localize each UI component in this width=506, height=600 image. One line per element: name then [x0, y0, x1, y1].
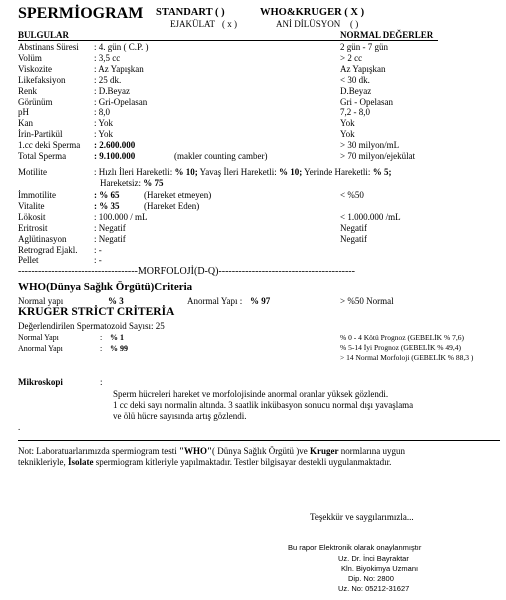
row-value: : % 65	[94, 190, 120, 200]
yavas-label: Yavaş İleri Hareketli:	[197, 167, 279, 177]
hareketsiz	[100, 178, 163, 188]
table-row	[18, 255, 498, 265]
hareketsiz-label: Hareketsiz:	[100, 178, 144, 188]
row-value: : 8,0	[94, 107, 111, 118]
note-rule	[18, 440, 500, 441]
row-normal-value: < 1.000.000 /mL	[340, 211, 401, 222]
row-normal-value: > 2 cc	[340, 52, 363, 63]
note-isolate: İsolate	[67, 457, 94, 467]
report-title: SPERMİOGRAM	[18, 5, 144, 22]
morfoloji-divider: ------------------------------------MORFOLOJİ(D-Q)-----------------------------------------	[18, 266, 355, 277]
row-normal-value: < 30 dk.	[340, 74, 370, 85]
yerinde-label: Yerinde Hareketli:	[302, 167, 373, 177]
row-normal-value: Gri - Opelasan	[340, 96, 393, 107]
signature-line-1: Bu rapor Elektronik olarak onaylanmıştır	[288, 543, 422, 552]
ani-dilusyon-label: ANİ DİLÜSYON	[276, 19, 341, 29]
signature-line-2: Uz. Dr. İnci Bayraktar	[338, 554, 409, 563]
table-row	[18, 129, 498, 139]
row-label: 1.cc deki Sperma	[18, 140, 81, 151]
table-row	[18, 201, 498, 211]
row-normal-value: > 30 milyon/mL	[340, 140, 400, 151]
row-value: : -	[94, 255, 102, 266]
who-normal-value: % 3	[108, 296, 124, 306]
row-label: İmmotilite	[18, 190, 56, 200]
row-value: : -	[94, 244, 102, 255]
row-label: Kan	[18, 118, 33, 129]
signature-line-3: Kln. Biyokimya Uzmanı	[341, 564, 419, 573]
row-normal-value: > 70 milyon/ejekülat	[340, 151, 416, 161]
yavas-value: % 10;	[278, 167, 303, 177]
row-label: Görünüm	[18, 96, 53, 107]
kruger-anormal-label: Anormal Yapı	[18, 344, 63, 353]
note-text-e: spermiogram kitleriyle yapılmaktadır. Testler bilgisayar destekli uygulanmaktadır.	[93, 457, 392, 467]
row-normal-value: Az Yapışkan	[340, 63, 386, 74]
table-row	[18, 223, 498, 233]
yerinde-value: % 5;	[372, 167, 392, 177]
ejakulat-label: EJAKÜLAT	[170, 19, 215, 29]
row-value: : Gri-Opelasan	[94, 96, 148, 107]
row-value: : Yok	[94, 118, 114, 129]
table-row	[18, 234, 498, 244]
motilite-label: Motilite	[18, 167, 47, 177]
row-normal-value: D.Beyaz	[340, 85, 372, 96]
note-line-2	[18, 457, 391, 467]
table-row	[18, 53, 498, 63]
row-normal-value: < %50	[340, 190, 364, 200]
who-criteria-title: WHO(Dünya Sağlık Örgütü)Criteria	[18, 281, 193, 293]
who-normal-reference: > %50 Normal	[340, 296, 394, 306]
hareketsiz-value: % 75	[143, 178, 164, 188]
who-normal-label: Normal yapı	[18, 296, 64, 306]
signature-line-5: Uz. No: 05212-31627	[338, 584, 410, 593]
row-label: Total Sperma	[18, 151, 67, 161]
note-kruger: Kruger	[310, 446, 339, 456]
table-row	[18, 64, 498, 74]
row-value: : Negatif	[94, 233, 126, 244]
row-normal-value: Yok	[340, 129, 355, 140]
kruger-anormal-value: % 99	[110, 344, 128, 353]
row-label: Likefaksiyon	[18, 74, 66, 85]
note-text-b: ( Dünya Sağlık Örgütü )ve	[211, 446, 311, 456]
note-text-d: teknikleriyle,	[18, 457, 68, 467]
motilite-row	[18, 167, 498, 177]
note-text-a: Not: Laboratuarlarımızda spermiogram testi	[18, 446, 179, 456]
note-who: "WHO"	[178, 446, 212, 456]
kruger-reference-2: % 5-14 İyi Prognoz (GEBELİK % 49,4)	[340, 343, 462, 352]
row-label: Lökosit	[18, 211, 46, 222]
row-value: : 100.000 / mL	[94, 211, 148, 222]
column-normal-degerler: NORMAL DEĞERLER	[340, 30, 434, 40]
row-value: : 25 dk.	[94, 74, 122, 85]
mikroskopi-colon: :	[100, 377, 103, 387]
row-value: : Az Yapışkan	[94, 63, 144, 74]
table-row	[18, 245, 498, 255]
who-anormal-value: % 97	[250, 296, 271, 306]
row-value: : 2.600.000	[94, 140, 136, 151]
table-row	[18, 212, 498, 222]
row-value: : 3,5 cc	[94, 52, 121, 63]
mikroskopi-line-3: ve ölü hücre sayısında artış gözlendi.	[113, 411, 247, 421]
row-label: Aglütinasyon	[18, 233, 67, 244]
row-extra: (Hareket etmeyen)	[144, 190, 212, 200]
table-row	[18, 42, 498, 52]
table-row	[18, 140, 498, 150]
row-label: Vitalite	[18, 200, 45, 211]
row-label: pH	[18, 107, 29, 118]
kruger-normal-value: % 1	[110, 333, 124, 342]
kruger-reference-3: > 14 Normal Morfoloji (GEBELİK % 88,3 )	[340, 353, 474, 362]
ejakulat-mark: ( x )	[222, 19, 237, 29]
table-row	[18, 118, 498, 128]
kruger-title: KRUGER STRİCT CRİTERİA	[18, 306, 175, 318]
row-value: : Yok	[94, 129, 114, 140]
row-value: : 9.100.000	[94, 151, 136, 161]
header-rule	[18, 40, 438, 41]
row-value: : % 35	[94, 200, 120, 211]
table-row	[18, 190, 498, 200]
motilite-row-2	[18, 178, 498, 188]
kruger-anormal-colon: :	[100, 344, 103, 353]
row-extra: (Hareket Eden)	[144, 200, 200, 211]
thanks-text: Teşekkür ve saygılarımızla...	[310, 512, 414, 522]
row-label: Retrograd Ejakl.	[18, 244, 78, 255]
who-kruger-option: WHO&KRUGER ( X )	[260, 7, 365, 18]
note-line-1	[18, 446, 405, 456]
hizli-value: % 10;	[174, 167, 198, 177]
motilite-line1	[94, 167, 391, 177]
row-extra: (makler counting camber)	[174, 151, 268, 161]
table-row	[18, 107, 498, 117]
kruger-normal-label: Normal Yapı	[18, 333, 59, 342]
mikroskopi-line-2: 1 cc deki sayı normalin altında. 3 saatlik inkübasyon sonucu normal dışı yavaşlama	[113, 400, 414, 410]
table-row	[18, 151, 498, 161]
row-normal-value: 2 gün - 7 gün	[340, 42, 388, 52]
note-text-c: normlarına uygun	[338, 446, 406, 456]
column-bulgular: BULGULAR	[18, 30, 70, 40]
row-label: Viskozite	[18, 63, 52, 74]
table-row	[18, 97, 498, 107]
mikroskopi-dot: .	[18, 422, 21, 432]
table-row	[18, 86, 498, 96]
row-label: Eritrosit	[18, 222, 48, 233]
row-value: : Negatif	[94, 222, 126, 233]
row-label: Pellet	[18, 255, 39, 266]
row-normal-value: Yok	[340, 118, 355, 129]
row-normal-value: Negatif	[340, 233, 367, 244]
row-value: : D.Beyaz	[94, 85, 130, 96]
mikroskopi-line-1: Sperm hücreleri hareket ve morfolojisinde anormal oranlar yüksek gözlendi.	[113, 389, 389, 399]
row-normal-value: Negatif	[340, 222, 367, 233]
row-label: Abstinans Süresi	[18, 42, 79, 52]
ani-dilusyon-mark: ( )	[350, 19, 359, 29]
hizli-label: : Hızlı İleri Hareketli:	[94, 167, 175, 177]
row-label: Renk	[18, 85, 37, 96]
signature-line-4: Dip. No: 2800	[348, 574, 394, 583]
kruger-normal-colon: :	[100, 333, 103, 342]
standart-option: STANDART ( )	[156, 7, 225, 18]
degerlendirilen-sayi: Değerlendirilen Spermatozoid Sayısı: 25	[18, 321, 165, 331]
row-label: Volüm	[18, 52, 42, 63]
mikroskopi-label: Mikroskopi	[18, 377, 63, 387]
row-value: : 4. gün ( C.P. )	[94, 42, 149, 52]
who-anormal-label: Anormal Yapı :	[187, 296, 243, 306]
row-normal-value: 7,2 - 8,0	[340, 107, 370, 118]
table-row	[18, 75, 498, 85]
kruger-reference-1: % 0 - 4 Kötü Prognoz (GEBELİK % 7,6)	[340, 333, 464, 342]
row-label: İrin-Partikül	[18, 129, 63, 140]
